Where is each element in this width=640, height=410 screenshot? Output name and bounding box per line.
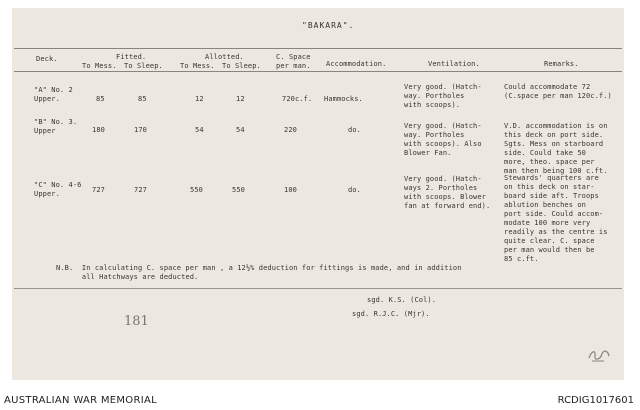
row-c-ventilation: Very good. (Hatch- ways 2. Portholes with scoops. Blower fan at forward end). <box>404 175 491 210</box>
header-allotted-sleep: To Sleep. <box>222 62 261 70</box>
document-page <box>12 8 624 380</box>
header-bottom-rule <box>14 71 622 72</box>
note-bottom-rule <box>14 288 622 289</box>
row-c-fitted-sleep: 727 <box>134 186 147 194</box>
row-c-fitted-mess: 727 <box>92 186 105 194</box>
header-top-rule <box>14 48 622 49</box>
row-c-accommodation: do. <box>348 186 361 194</box>
row-a-fitted-sleep: 85 <box>138 95 147 103</box>
row-b-ventilation: Very good. (Hatch- way. Portholes with scoops). Also Blower Fan. <box>404 122 482 157</box>
header-allotted-mess: To Mess. <box>180 62 215 70</box>
header-space-line1: C. Space <box>276 53 311 61</box>
header-fitted: Fitted. <box>116 53 147 61</box>
row-a-accommodation: Hammocks. <box>324 95 363 103</box>
header-allotted: Allotted. <box>205 53 244 61</box>
header-ventilation: Ventilation. <box>428 60 480 68</box>
row-a-remarks: Could accommodate 72 (C.space per man 120c.f.) <box>504 83 612 100</box>
handwritten-page-number: 181 <box>124 314 149 329</box>
row-a-space: 720c.f. <box>282 95 313 103</box>
header-accommodation: Accommodation. <box>326 60 387 68</box>
header-fitted-sleep: To Sleep. <box>124 62 163 70</box>
signature-2: sgd. R.J.C. (Mjr). <box>352 310 430 318</box>
row-b-space: 220 <box>284 126 297 134</box>
row-a-ventilation: Very good. (Hatch- way. Portholes with scoops). <box>404 83 482 109</box>
archive-name: AUSTRALIAN WAR MEMORIAL <box>4 395 157 406</box>
header-fitted-mess: To Mess. <box>82 62 117 70</box>
row-c-allotted-mess: 550 <box>190 186 203 194</box>
row-b-allotted-sleep: 54 <box>236 126 245 134</box>
header-deck: Deck. <box>36 55 58 63</box>
row-a-allotted-mess: 12 <box>195 95 204 103</box>
signature-1: sgd. K.S. (Col). <box>367 296 437 304</box>
archive-footer <box>0 392 640 410</box>
row-b-fitted-sleep: 170 <box>134 126 147 134</box>
header-remarks: Remarks. <box>544 60 579 68</box>
archive-id: RCDIG1017601 <box>557 395 634 406</box>
row-c-allotted-sleep: 550 <box>232 186 245 194</box>
row-a-fitted-mess: 85 <box>96 95 105 103</box>
row-b-remarks: V.D. accommodation is on this deck on port side. Sgts. Mess on starboard side. Could take 50 more, theo. space per man then being 100 c.ft. <box>504 122 608 175</box>
row-c-space: 100 <box>284 186 297 194</box>
row-c-remarks: Stewards' quarters are on this deck on star- board side aft. Troops ablution benches on port side. Could accom- modate 100 more very readily as the centre is quite clear. C. space per man would then be 85 c.ft. <box>504 174 608 263</box>
row-b-fitted-mess: 180 <box>92 126 105 134</box>
document-title: "BAKARA". <box>302 21 355 30</box>
footnote: N.B. In calculating C. space per man , a 12½% deduction for fittings is made, and in addition all Hatchways are deducted. <box>56 264 462 281</box>
row-b-accommodation: do. <box>348 126 361 134</box>
header-space-line2: per man. <box>276 62 311 70</box>
row-b-allotted-mess: 54 <box>195 126 204 134</box>
row-b-deck: "B" No. 3. Upper <box>34 118 78 135</box>
handwritten-mark-icon <box>586 346 612 364</box>
row-c-deck: "C" No. 4-6 Upper. <box>34 181 82 198</box>
row-a-allotted-sleep: 12 <box>236 95 245 103</box>
row-a-deck: "A" No. 2 Upper. <box>34 86 73 103</box>
